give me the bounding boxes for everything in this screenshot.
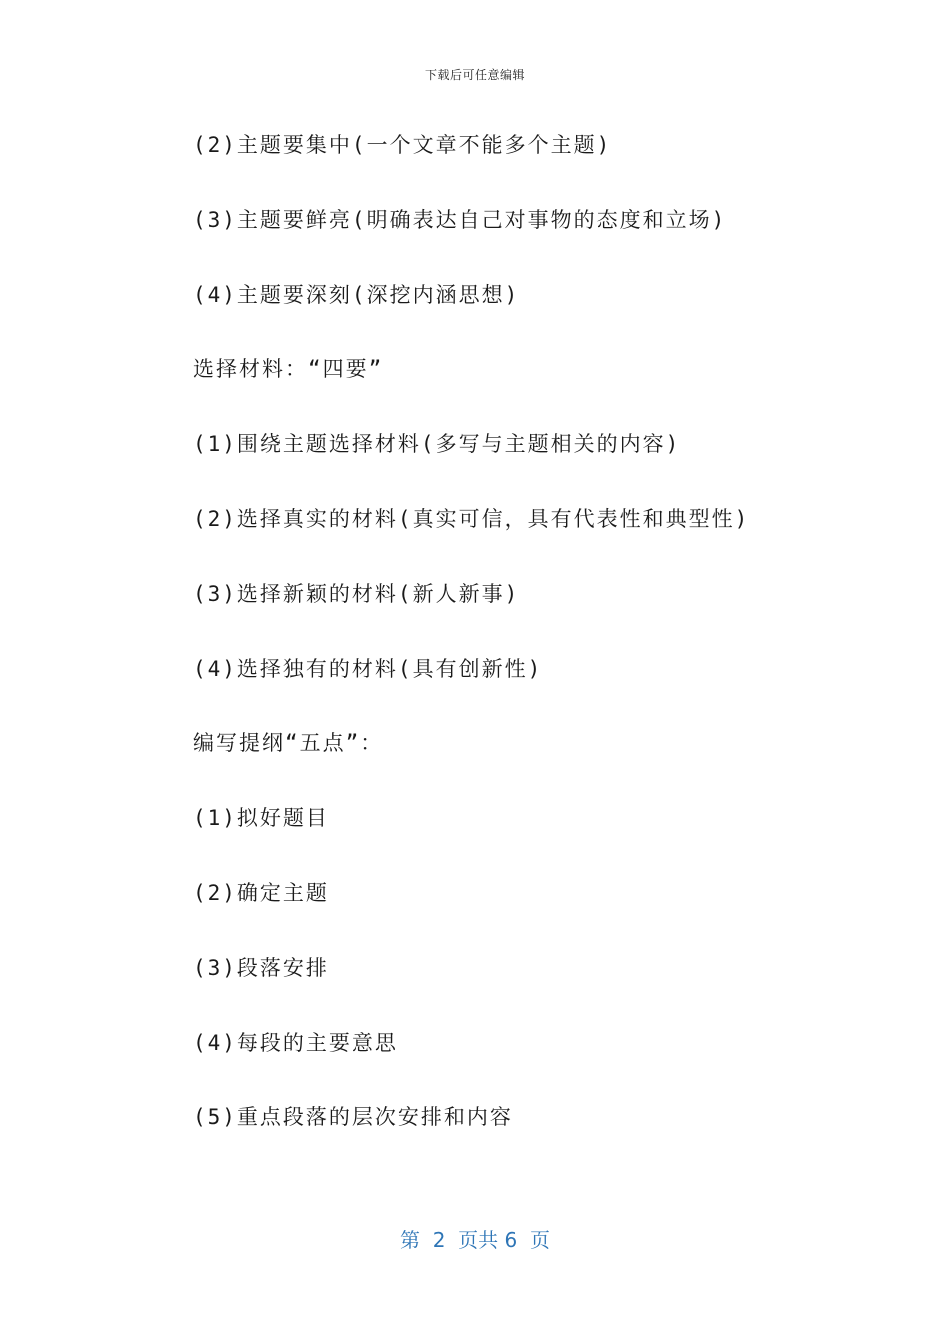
content-line: (4)主题要深刻(深挖内涵思想) [193, 282, 520, 307]
content-line: (2)主题要集中(一个文章不能多个主题) [193, 133, 612, 157]
header-note: 下载后可任意编辑 [424, 68, 525, 82]
section-heading: 编写提纲“五点”： [193, 731, 384, 756]
content-line: (2)选择真实的材料(真实可信，具有代表性和典型性) [193, 506, 750, 531]
page-number: 第 2 页共 6 页 [400, 1228, 550, 1252]
content-line: (4)每段的主要意思 [193, 1030, 398, 1055]
content-line: (3)主题要鲜亮(明确表达自己对事物的态度和立场) [193, 207, 727, 232]
content-line: (5)重点段落的层次安排和内容 [193, 1105, 513, 1130]
content-line: (1)围绕主题选择材料(多写与主题相关的内容) [193, 432, 681, 457]
content-line: (2)确定主题 [193, 880, 329, 905]
content-line: (3)选择新颖的材料(新人新事) [193, 581, 520, 606]
content-line: (3)段落安排 [193, 955, 329, 980]
section-heading: 选择材料：“四要” [193, 357, 384, 382]
content-line: (4)选择独有的材料(具有创新性) [193, 656, 543, 681]
content-line: (1)拟好题目 [193, 806, 329, 831]
document-body [193, 127, 893, 1174]
